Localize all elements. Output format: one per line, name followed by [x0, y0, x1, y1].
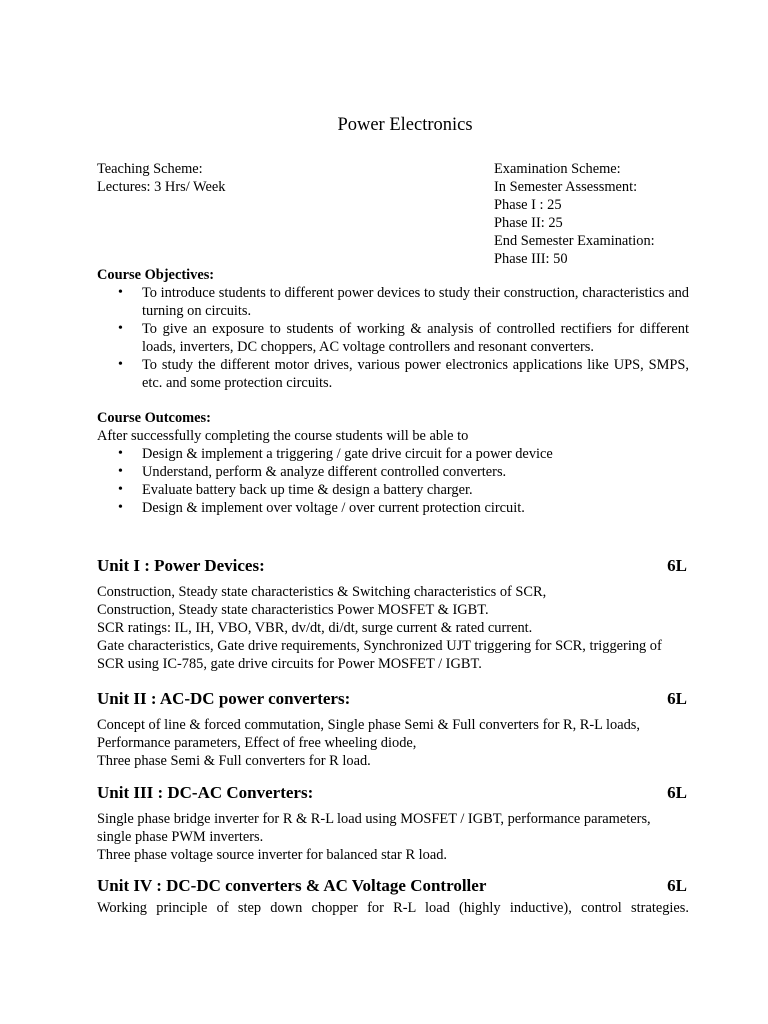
unit-heading: [97, 875, 689, 897]
objective-text: To introduce students to different power devices to study their construction, characteristics and turning on circuits.: [142, 285, 689, 319]
outcome-text: Understand, perform & analyze different controlled converters.: [142, 464, 507, 480]
unit-title: Unit I : Power Devices:: [97, 556, 265, 575]
bullet-icon: •: [118, 446, 123, 461]
unit-line: SCR using IC-785, gate drive circuits for Power MOSFET / IGBT.: [97, 656, 482, 672]
unit-heading: [97, 688, 689, 710]
end-semester-examination: End Semester Examination:: [494, 233, 655, 249]
unit-line: SCR ratings: IL, IH, VBO, VBR, dv/dt, di/dt, surge current & rated current.: [97, 620, 533, 636]
bullet-icon: •: [118, 482, 123, 497]
list-item: [118, 445, 689, 463]
unit-title: Unit III : DC-AC Converters:: [97, 783, 314, 802]
phase-2-marks: Phase II: 25: [494, 215, 563, 231]
unit-line: Construction, Steady state characteristics Power MOSFET & IGBT.: [97, 602, 489, 618]
teaching-scheme-lectures: Lectures: 3 Hrs/ Week: [97, 179, 226, 195]
outcome-text: Design & implement over voltage / over current protection circuit.: [142, 500, 525, 516]
unit-1: [97, 555, 689, 673]
unit-body: [97, 716, 689, 770]
unit-line: Performance parameters, Effect of free wheeling diode,: [97, 735, 417, 751]
course-outcomes-heading: Course Outcomes:: [97, 410, 211, 426]
unit-line: Concept of line & forced commutation, Single phase Semi & Full converters for R, R-L loads,: [97, 717, 641, 733]
objective-text: To study the different motor drives, various power electronics applications like UPS, SMPS, etc. and some protection circuits.: [142, 357, 689, 391]
unit-line: Gate characteristics, Gate drive requirements, Synchronized UJT triggering for SCR, triggering of: [97, 638, 662, 654]
unit-hours: 6L: [667, 556, 687, 575]
unit-line: Three phase voltage source inverter for balanced star R load.: [97, 847, 448, 863]
in-semester-assessment: In Semester Assessment:: [494, 179, 638, 195]
objective-text: To give an exposure to students of working & analysis of controlled rectifiers for different loads, inverters, DC choppers, AC voltage controllers and resonant converters.: [142, 321, 689, 355]
course-outcomes-intro: After successfully completing the course students will be able to: [97, 428, 469, 444]
unit-3: [97, 782, 689, 864]
outcomes-list: [97, 445, 689, 517]
phase-1-marks: Phase I : 25: [494, 197, 562, 213]
outcome-text: Design & implement a triggering / gate drive circuit for a power device: [142, 446, 553, 462]
outcome-text: Evaluate battery back up time & design a battery charger.: [142, 482, 473, 498]
unit-title: Unit IV : DC-DC converters & AC Voltage Controller: [97, 876, 487, 895]
phase-3-marks: Phase III: 50: [494, 251, 568, 267]
unit-hours: 6L: [667, 689, 687, 708]
list-item: [118, 284, 689, 320]
teaching-scheme: [97, 160, 397, 196]
unit-line: Single phase bridge inverter for R & R-L load using MOSFET / IGBT, performance parameters,: [97, 811, 651, 827]
unit-2: [97, 688, 689, 770]
bullet-icon: •: [118, 321, 123, 336]
unit-body: [97, 899, 689, 917]
list-item: [118, 481, 689, 499]
list-item: [118, 320, 689, 356]
unit-line: Construction, Steady state characteristics & Switching characteristics of SCR,: [97, 584, 547, 600]
unit-4: [97, 875, 689, 917]
examination-scheme: [494, 160, 694, 268]
unit-line: Working principle of step down chopper for R-L load (highly inductive), control strategies.: [97, 900, 689, 916]
bullet-icon: •: [118, 464, 123, 479]
unit-body: [97, 583, 689, 673]
unit-hours: 6L: [667, 783, 687, 802]
bullet-icon: •: [118, 357, 123, 372]
unit-body: [97, 810, 689, 864]
course-outcomes: [97, 409, 689, 517]
unit-heading: [97, 555, 689, 577]
unit-hours: 6L: [667, 876, 687, 895]
teaching-scheme-heading: Teaching Scheme:: [97, 161, 203, 177]
list-item: [118, 499, 689, 517]
unit-heading: [97, 782, 689, 804]
list-item: [118, 356, 689, 392]
objectives-list: [97, 284, 689, 392]
bullet-icon: •: [118, 500, 123, 515]
course-objectives: [97, 266, 689, 392]
bullet-icon: •: [118, 285, 123, 300]
unit-line: single phase PWM inverters.: [97, 829, 264, 845]
unit-title: Unit II : AC-DC power converters:: [97, 689, 351, 708]
unit-line: Three phase Semi & Full converters for R load.: [97, 753, 371, 769]
list-item: [118, 463, 689, 481]
examination-scheme-heading: Examination Scheme:: [494, 161, 621, 177]
course-objectives-heading: Course Objectives:: [97, 267, 215, 283]
document-title: Power Electronics: [337, 115, 473, 135]
